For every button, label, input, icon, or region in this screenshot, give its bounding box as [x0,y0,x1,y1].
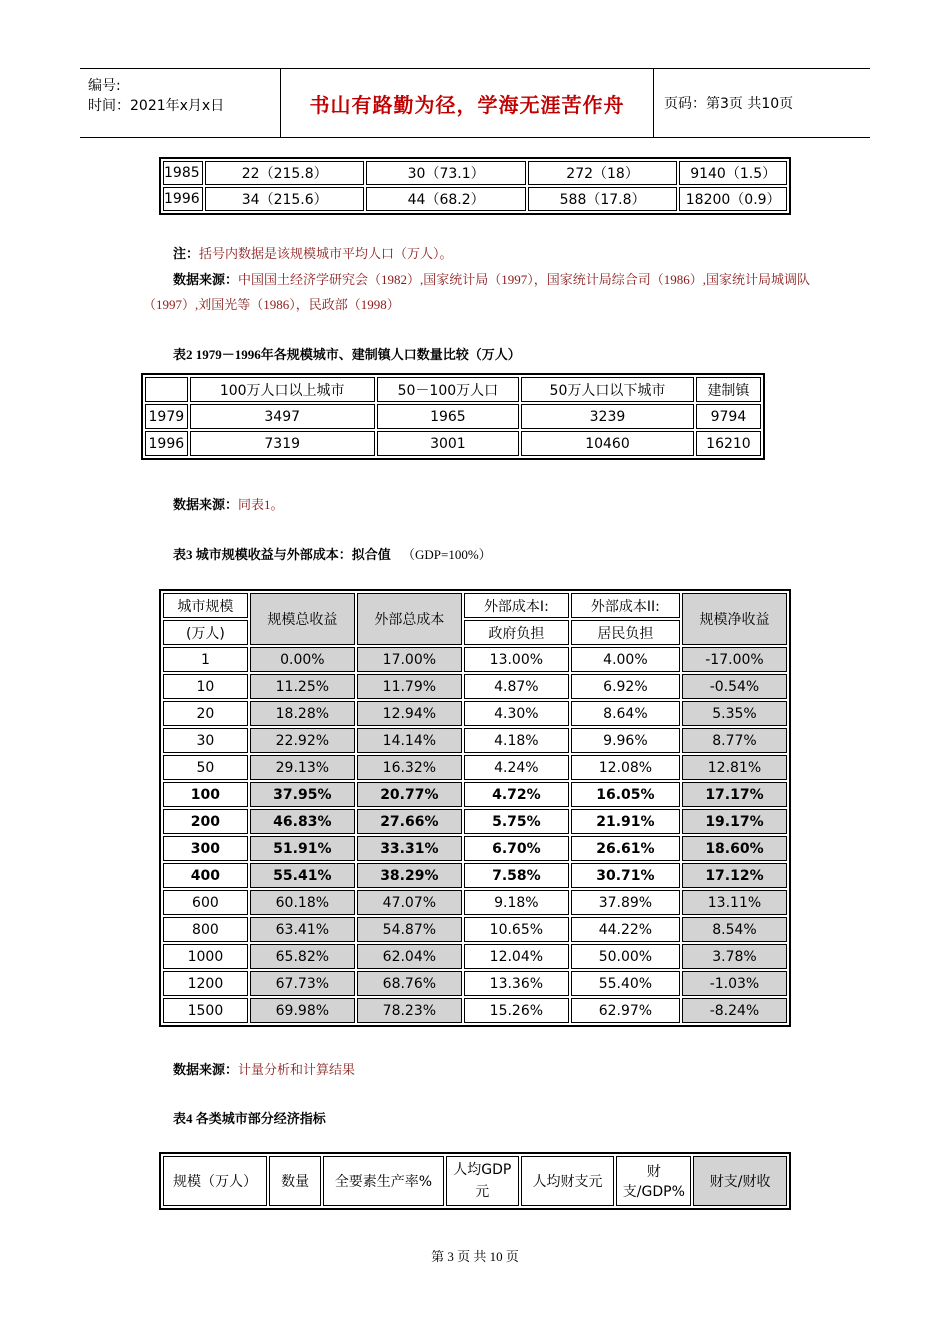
table-cell: 1000 [163,944,248,969]
table-cell: 54.87% [357,917,462,942]
table-header-cell: 财支/GDP% [616,1156,691,1206]
table-cell: 6.92% [571,674,680,699]
table-row [163,836,787,861]
table-cell: 800 [163,917,248,942]
table-cell: 200 [163,809,248,834]
table-row [145,404,761,429]
table3-title-suffix: （GDP=100%） [402,547,492,562]
table-cell: 13.11% [682,890,787,915]
table-cell: 30（73.1） [366,161,525,185]
source-note-2 [173,494,284,513]
table-cell: 0.00% [250,647,355,672]
table-cell: 1985 [163,161,203,185]
table2 [141,373,765,460]
table-cell: 3.78% [682,944,787,969]
table-header-cell: 全要素生产率% [323,1156,444,1206]
table-header-cell [446,1156,519,1206]
table-cell: 9794 [696,404,761,429]
table-header-row [163,593,787,618]
table-row [163,971,787,996]
source-text: 中国国土经济学研究会（1982）,国家统计局（1997），国家统计局综合司（1986）,国家统计局城调队（1997）,刘国光等（1986），民政部（1998） [143,272,811,312]
table-cell: 9.96% [571,728,680,753]
table-header-cell: 外部成本I: [464,593,569,618]
table-cell: 4.24% [464,755,569,780]
table-row [145,431,761,456]
source-label: 数据来源： [173,272,239,287]
table-row [163,809,787,834]
table-row [163,728,787,753]
table-header-cell: 数量 [269,1156,321,1206]
table-cell: 55.41% [250,863,355,888]
table-header-cell: 财支/财收 [693,1156,787,1206]
table-row [163,998,787,1023]
table-cell: 15.26% [464,998,569,1023]
source-note-1 [143,267,813,317]
table-cell: 37.89% [571,890,680,915]
table-cell: 20 [163,701,248,726]
table-cell: 69.98% [250,998,355,1023]
table-cell: 30 [163,728,248,753]
table-cell: 14.14% [357,728,462,753]
table-cell: 8.54% [682,917,787,942]
table-cell: 6.70% [464,836,569,861]
table3 [159,589,791,1027]
table-cell: 22（215.8） [205,161,364,185]
table-cell: 51.91% [250,836,355,861]
note-text: 括号内数据是该规模城市平均人口（万人）。 [199,246,453,261]
table-cell: -17.00% [682,647,787,672]
table-row [163,944,787,969]
table2-title: 表2 1979－1996年各规模城市、建制镇人口数量比较（万人） [173,347,521,362]
table-cell: 9.18% [464,890,569,915]
table-cell: 26.61% [571,836,680,861]
table-cell: 12.94% [357,701,462,726]
time-label: 时间：2021年x月x日 [88,98,225,114]
note-line [173,243,453,262]
table-cell: 8.77% [682,728,787,753]
table-cell: 60.18% [250,890,355,915]
table-row [163,674,787,699]
source-text: 同表1。 [238,497,284,512]
header-motto-cell [280,69,654,137]
table-cell: 22.92% [250,728,355,753]
table-header-cell: 50－100万人口 [377,377,519,402]
table-cell: 1996 [145,431,188,456]
table-cell: 9140（1.5） [679,161,787,185]
page-header [80,68,870,138]
table-header-cell: 外部总成本 [357,593,462,645]
table-header-cell: 100万人口以上城市 [190,377,375,402]
table-cell: 46.83% [250,809,355,834]
source-label: 数据来源： [173,1062,239,1077]
table-row [163,863,787,888]
table-header-cell: 规模净收益 [682,593,787,645]
table-header-row [163,1156,787,1206]
source-note-3 [173,1059,355,1078]
table-cell: 10 [163,674,248,699]
table-cell: 38.29% [357,863,462,888]
table-cell: 50 [163,755,248,780]
table-cell: 34（215.6） [205,187,364,211]
table-cell: 1200 [163,971,248,996]
table3-title-text: 表3 城市规模收益与外部成本：拟合值 [173,547,391,562]
table-cell: 5.75% [464,809,569,834]
table-cell: 1979 [145,404,188,429]
table-cell: 18.60% [682,836,787,861]
table-cell: 1 [163,647,248,672]
table-cell: 13.00% [464,647,569,672]
table-cell: 50.00% [571,944,680,969]
motto: 书山有路勤为径，学海无涯苦作舟 [309,92,625,117]
table-header-cell: 外部成本II: [571,593,680,618]
table1 [159,157,791,215]
table-header-cell: 政府负担 [464,620,569,645]
table-row [163,161,787,185]
table-cell: 16.32% [357,755,462,780]
header-page-cell [654,69,870,137]
table-row [163,701,787,726]
table-cell: 100 [163,782,248,807]
table-cell: 62.97% [571,998,680,1023]
table-cell: 588（17.8） [528,187,677,211]
table-cell: 1996 [163,187,203,211]
gdp-header-line1: 人均GDP [453,1162,512,1178]
table-cell: 7319 [190,431,375,456]
table-cell: 17.12% [682,863,787,888]
table-header-cell [145,377,188,402]
table-cell: 1965 [377,404,519,429]
table4-title: 表4 各类城市部分经济指标 [173,1111,326,1126]
table-cell: 55.40% [571,971,680,996]
table-cell: 27.66% [357,809,462,834]
table-cell: 5.35% [682,701,787,726]
source-label: 数据来源： [173,497,239,512]
table-header-cell: 城市规模 [163,593,248,618]
table-cell: 1500 [163,998,248,1023]
table-cell: 300 [163,836,248,861]
table-cell: 600 [163,890,248,915]
table-header-cell: 规模（万人） [163,1156,267,1206]
table-header-cell: 人均财支元 [521,1156,615,1206]
table-cell: 65.82% [250,944,355,969]
table-cell: 19.17% [682,809,787,834]
table-cell: 11.79% [357,674,462,699]
table-cell: 7.58% [464,863,569,888]
table-cell: 12.08% [571,755,680,780]
table-cell: 17.00% [357,647,462,672]
table-header-cell: 居民负担 [571,620,680,645]
header-meta [80,69,280,137]
table-cell: 3239 [521,404,694,429]
table-cell: 10460 [521,431,694,456]
source-text: 计量分析和计算结果 [238,1062,356,1077]
table-cell: 4.18% [464,728,569,753]
table-header-cell: 50万人口以下城市 [521,377,694,402]
table-cell: -1.03% [682,971,787,996]
table-cell: 10.65% [464,917,569,942]
table-cell: 16210 [696,431,761,456]
table-cell: 30.71% [571,863,680,888]
gdp-header-line2: 元 [475,1184,490,1200]
table-cell: 37.95% [250,782,355,807]
table-cell: 12.04% [464,944,569,969]
table-row [163,917,787,942]
table4 [159,1152,791,1210]
table-cell: 3497 [190,404,375,429]
table3-title [173,544,492,563]
table-row [163,187,787,211]
table-cell: 12.81% [682,755,787,780]
table-cell: 17.17% [682,782,787,807]
table-cell: 4.00% [571,647,680,672]
table-row [163,647,787,672]
table-cell: 8.64% [571,701,680,726]
table3-body [163,647,787,1023]
table-cell: 4.30% [464,701,569,726]
table-cell: 67.73% [250,971,355,996]
table-header-cell: 建制镇 [696,377,761,402]
table-header-cell: 规模总收益 [250,593,355,645]
table-cell: 63.41% [250,917,355,942]
table-cell: 18.28% [250,701,355,726]
table-row [163,755,787,780]
page-label: 页码：第3页 共10页 [664,96,794,112]
table-cell: 3001 [377,431,519,456]
table-cell: 400 [163,863,248,888]
number-label: 编号: [88,78,121,94]
table-header-cell: (万人) [163,620,248,645]
table-cell: 44（68.2） [366,187,525,211]
note-label: 注： [173,246,200,261]
page-footer: 第 3 页 共 10 页 [431,1249,519,1264]
table-cell: 4.72% [464,782,569,807]
table-row [163,782,787,807]
table-cell: 11.25% [250,674,355,699]
table-cell: 272（18） [528,161,677,185]
table-cell: 47.07% [357,890,462,915]
table-cell: 4.87% [464,674,569,699]
table-cell: 33.31% [357,836,462,861]
table-cell: 68.76% [357,971,462,996]
table-row [163,890,787,915]
table-cell: 20.77% [357,782,462,807]
table-cell: -0.54% [682,674,787,699]
table-cell: -8.24% [682,998,787,1023]
table-cell: 62.04% [357,944,462,969]
table-cell: 29.13% [250,755,355,780]
table-header-row [145,377,761,402]
table-cell: 21.91% [571,809,680,834]
table-cell: 18200（0.9） [679,187,787,211]
table-cell: 44.22% [571,917,680,942]
table-cell: 78.23% [357,998,462,1023]
table-cell: 16.05% [571,782,680,807]
table-cell: 13.36% [464,971,569,996]
